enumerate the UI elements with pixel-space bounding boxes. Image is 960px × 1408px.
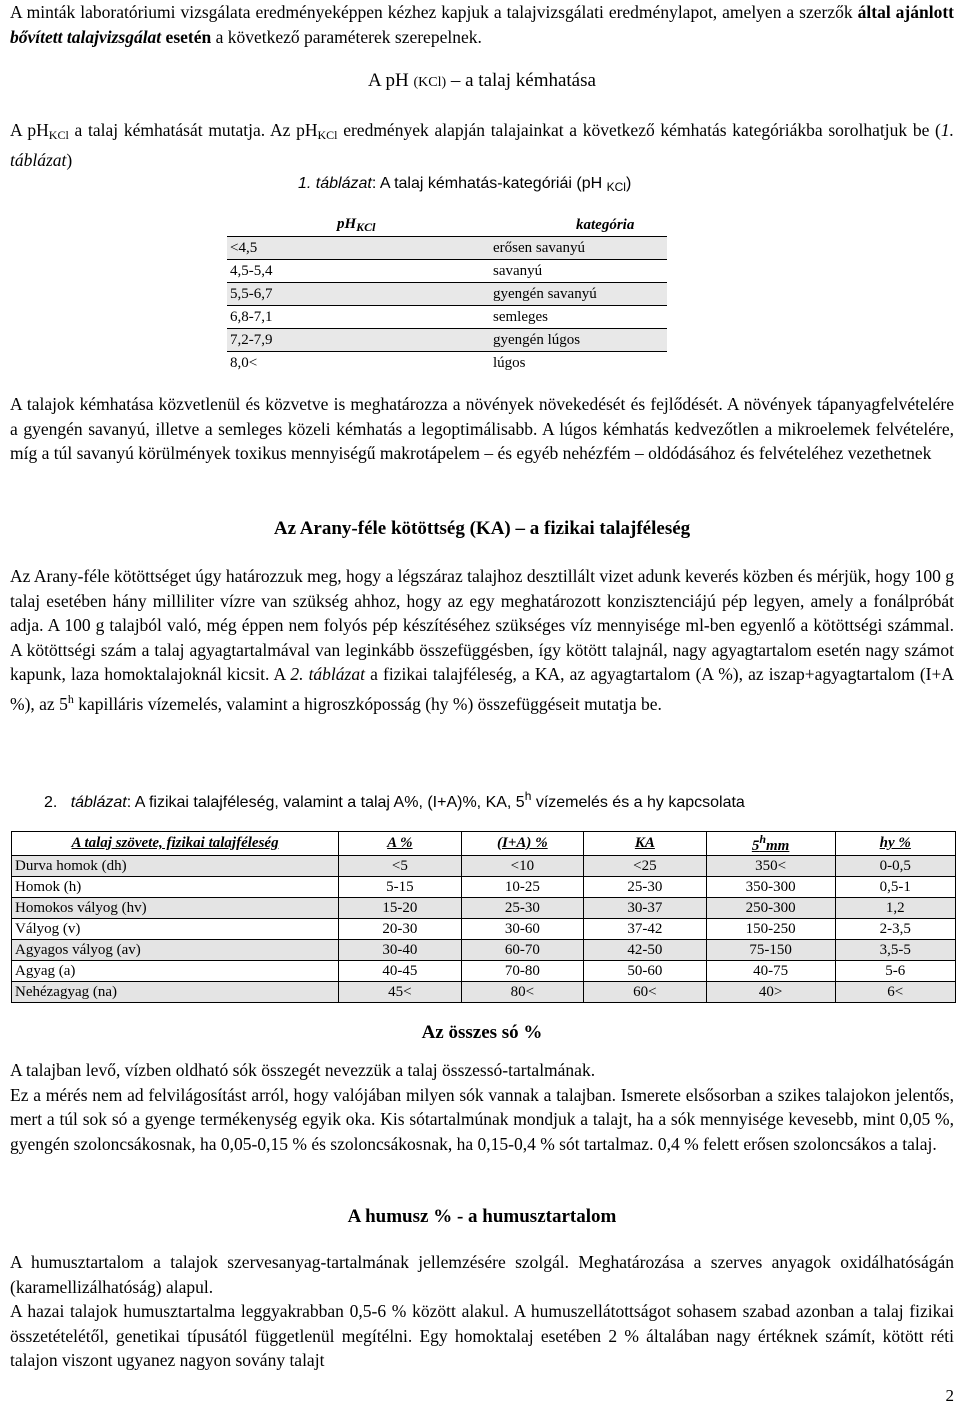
page-number: 2: [945, 1386, 954, 1405]
table2-cell: 250-300: [706, 898, 835, 919]
table2-header-ia: (I+A) %: [461, 832, 584, 856]
intro-paragraph: [10, 0, 954, 49]
salt-section-title: Az összes só %: [421, 1022, 543, 1043]
table2-row: [12, 940, 956, 961]
ph-effect-paragraph: A talajok kémhatása közvetlenül és közvetve is meghatározza a növények növekedését és fejlődését. A növények tápanyagfelvételére a gyengén savanyú, illetve a semleges közeli kémhatás a legoptimálisabb. A lúgos kémhatás kedvezőtlen a mikroelemek felvételére, míg a túl savanyú körülmények toxikus mennyiségű makrotápelem – és egyéb nehézfém – oldódásához és felvételéhez vezethetnek: [10, 394, 954, 463]
table1-row: [227, 352, 667, 375]
table1-header-ph: $pH_{KCl}$: [337, 215, 376, 234]
table2-cell: 10-25: [461, 877, 584, 898]
table2-cell: 25-30: [584, 877, 707, 898]
table2-cell: 50-60: [584, 961, 707, 982]
table2-cell: 40>: [706, 982, 835, 1003]
table2-cell: Agyagos vályog (av): [12, 940, 339, 961]
table2-cell: 40-75: [706, 961, 835, 982]
table2-caption: 2. táblázat: A fizikai talajféleség, valamint a talaj A%, (I+A)%, KA, 5$^h$ vízemelés és a hy kapcsolata: [44, 789, 745, 811]
intro-text: A minták laboratóriumi vizsgálata eredményeképpen kézhez kapjuk a talajvizsgálati eredménylapot, amelyen a szerzők: [10, 2, 858, 22]
table1-cell-category: lúgos: [493, 354, 526, 371]
table2-cell: Homokos vályog (hv): [12, 898, 339, 919]
intro-bold-italic: bővített talajvizsgálat: [10, 26, 162, 47]
table2-cell: <10: [461, 856, 584, 877]
salt-paragraph-2: Ez a mérés nem ad felvilágosítást arról, hogy valójában milyen sók vannak a talajban. Ismerete elsősorban a szikes talajokon jelentős, mert a túl sok só a gyenge termékenység egyik oka. Kis sótartalmúnak mondjuk a talajt, ha a sók mennyisége kevesebb, mint 0,05 %, gyengén szoloncsákosnak, ha 0,05-0,15 % és szoloncsákosnak, ha 0,15-0,4 % sót tartalmaz. 0,4 % felett erősen szoloncsákos a talaj.: [10, 1084, 954, 1154]
table2-cell: <5: [339, 856, 462, 877]
table2-cell: 37-42: [584, 919, 707, 940]
table2-cell: 75-150: [706, 940, 835, 961]
table1-row: [227, 237, 667, 260]
soil-texture-table: [11, 831, 956, 1003]
table2-cell: 350<: [706, 856, 835, 877]
table1-cell-category: savanyú: [493, 262, 543, 279]
table2-cell: 0,5-1: [835, 877, 955, 898]
table1-row: [227, 283, 667, 306]
table2-row: [12, 898, 956, 919]
table1-cell-ph: 8,0<: [230, 354, 258, 371]
table2-cell: Agyag (a): [12, 961, 339, 982]
table1-cell-ph: 4,5-5,4: [230, 262, 273, 279]
table1-cell-category: erősen savanyú: [490, 237, 667, 260]
table2-cell: 30-37: [584, 898, 707, 919]
table2-cell: 2-3,5: [835, 919, 955, 940]
table1-header: [227, 214, 667, 237]
ph-paragraph: A $pH_{KCl}$ a talaj kémhatását mutatja. Az $pH_{KCl}$ eredmények alapján talajainkat a következő kémhatás kategóriákba sorolhatjuk be (1. táblázat): [10, 120, 955, 170]
table2-cell: 42-50: [584, 940, 707, 961]
table2-cell: Nehézagyag (na): [12, 982, 339, 1003]
salt-section-text: [10, 1058, 954, 1156]
table1-cell-ph: 5,5-6,7: [227, 283, 490, 306]
table-reference-2: 2. táblázat: [290, 664, 365, 684]
ka-paragraph: Az Arany-féle kötöttséget úgy határozzuk meg, hogy a légszáraz talajhoz desztillált vizet adunk keverés közben és mérjük, hogy 100 g talaj esetében hány milliliter vízre van szükség ahhoz, hogy az egy meghatározott konzisztenciájú pép legyen, amely a fonálpróbát adja. A 100 g talajból való, még éppen nem folyós pép készítéséhez szükséges víz mennyisége ml-ben egyenlő a kötöttségi számmal. A kötöttségi szám a talaj agyagtartalmával van leginkább összefüggésben, így kötött talajnál, nagy agyagtartalom esetén nagy számot kapunk, laza homoktalajoknál kicsit. A 2. táblázat a fizikai talajféleség, a KA, az agyagtartalom (A %), az iszap+agyagtartalom (I+A %), az 5$^h$ kapilláris vízemelés, valamint a higroszkóposság (hy %) összefüggéseit mutatja be.: [10, 566, 954, 714]
table2-cell: 45<: [339, 982, 462, 1003]
table2-cell: Vályog (v): [12, 919, 339, 940]
table1-cell-category: gyengén savanyú: [490, 283, 667, 306]
table2-cell: 70-80: [461, 961, 584, 982]
table2-cell: 15-20: [339, 898, 462, 919]
table2-cell: <25: [584, 856, 707, 877]
table2-cell: 1,2: [835, 898, 955, 919]
table2-cell: 30-40: [339, 940, 462, 961]
table2-cell: Durva homok (dh): [12, 856, 339, 877]
table1-row: [227, 306, 667, 329]
table1-cell-ph: 7,2-7,9: [227, 329, 490, 352]
table2-header: [12, 832, 956, 856]
table2-header-texture: A talaj szövete, fizikai talajféleség: [12, 832, 339, 856]
table1-row: [227, 329, 667, 352]
intro-text-2: a következő paraméterek szerepelnek.: [211, 26, 482, 47]
table1-row: [227, 260, 667, 283]
humus-section-text: [10, 1250, 954, 1373]
table2-cell: 6<: [835, 982, 955, 1003]
table1-header-category: kategória: [576, 216, 635, 233]
table1-cell-category: semleges: [493, 308, 548, 325]
table2-cell: 60<: [584, 982, 707, 1003]
intro-bold-2: esetén: [161, 26, 212, 47]
table2-row: [12, 982, 956, 1003]
table2-cell: Homok (h): [12, 877, 339, 898]
ph-category-table: [227, 214, 667, 374]
intro-bold: által ajánlott: [857, 2, 954, 22]
table2-cell: 25-30: [461, 898, 584, 919]
table2-cell: 20-30: [339, 919, 462, 940]
table1-caption: 1. táblázat: A talaj kémhatás-kategóriái (pH $_{KCl}$): [298, 175, 632, 194]
table2-header-5hmm: 5$^h$mm: [706, 832, 835, 856]
table2-row: [12, 961, 956, 982]
table2-row: [12, 856, 956, 877]
table2-cell: 150-250: [706, 919, 835, 940]
table-reference: 1. táblázat: [10, 120, 955, 170]
ka-section-title: Az Arany-féle kötöttség (KA) – a fizikai talajféleség: [273, 518, 691, 539]
table2-cell: 60-70: [461, 940, 584, 961]
humus-paragraph-2: A hazai talajok humusztartalma leggyakrabban 0,5-6 % között alakul. A humuszellátottságot sohasem szabad azonban a talaj fizikai összetételétől, genetikai típusától függetlenül megítélni. Egy homoktalaj esetében 2 % általában nagy értéknek számít, kötött réti talajon viszont ugyanez nagyon sovány talajt: [10, 1301, 954, 1370]
table2-cell: 0-0,5: [835, 856, 955, 877]
table1-cell-ph: 6,8-7,1: [230, 308, 273, 325]
table2-header-hy: hy %: [835, 832, 955, 856]
table2-cell: 3,5-5: [835, 940, 955, 961]
table2-cell: 350-300: [706, 877, 835, 898]
table2-cell: 30-60: [461, 919, 584, 940]
table2-cell: 80<: [461, 982, 584, 1003]
table2-row: [12, 877, 956, 898]
table2-header-ka: KA: [584, 832, 707, 856]
ph-section-title: A pH (KCl) – a talaj kémhatása: [368, 70, 596, 91]
humus-section-title: A humusz % - a humusztartalom: [347, 1206, 617, 1227]
salt-paragraph-1: A talajban levő, vízben oldható sók összegét nevezzük a talaj összessó-tartalmának.: [10, 1060, 596, 1080]
table2-cell: 5-15: [339, 877, 462, 898]
table1-cell-ph: <4,5: [227, 237, 490, 260]
table2-cell: 40-45: [339, 961, 462, 982]
table2-header-a: A %: [339, 832, 462, 856]
table2-row: [12, 919, 956, 940]
humus-paragraph-1: A humusztartalom a talajok szervesanyag-tartalmának jellemzésére szolgál. Meghatározása a szerves anyagok oxidálhatóságán (karamellizálhatóság) alapul.: [10, 1252, 954, 1297]
table1-cell-category: gyengén lúgos: [490, 329, 667, 352]
table2-cell: 5-6: [835, 961, 955, 982]
